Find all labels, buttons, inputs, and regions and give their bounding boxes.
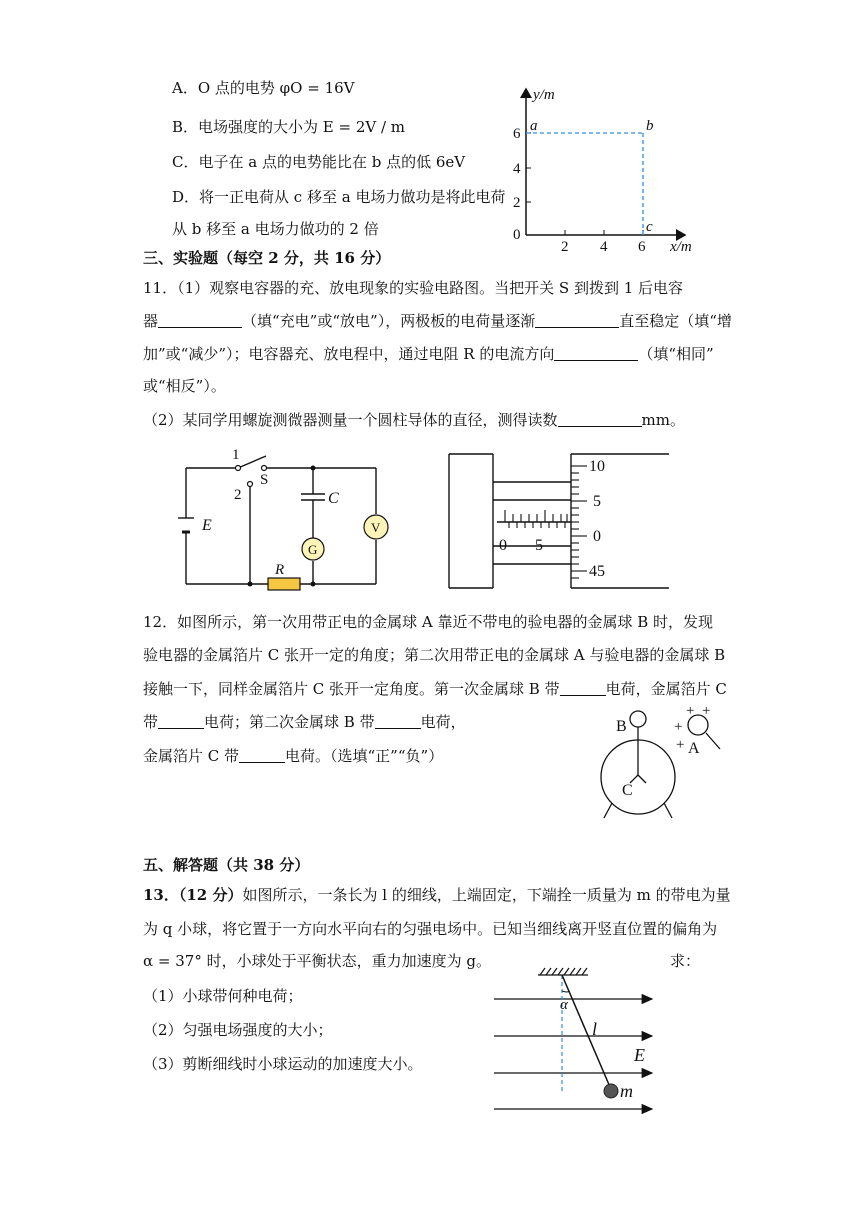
q12-blank-second-b[interactable] xyxy=(375,713,421,729)
q13-sub1: （1）小球带何种电荷； xyxy=(143,987,303,1005)
q11-blank-micrometer-reading[interactable] xyxy=(558,411,642,427)
circuit-label-r: R xyxy=(275,562,285,578)
graph-y-tick-label: 2 xyxy=(513,195,521,211)
q13-text: 如图所示，一条长为 l 的细线，上端固定，下端拴一质量为 m 的带电为量 xyxy=(242,886,731,904)
q11-blank-charge-mode[interactable] xyxy=(158,312,242,328)
q11-circuit-diagram xyxy=(180,448,390,598)
graph-x-tick-label: 6 xyxy=(638,239,646,255)
q13-line3-end: 求： xyxy=(670,952,701,970)
graph-origin-label: 0 xyxy=(513,227,521,243)
q10-option-a: A．O 点的电势 φO = 16V xyxy=(172,79,355,97)
q12-line2: 验电器的金属箔片 C 张开一定的角度；第二次用带正电的金属球 A 与验电器的金属球 B xyxy=(143,646,726,664)
q13-line3: α = 37° 时，小球处于平衡状态，重力加速度为 g。 xyxy=(143,952,491,970)
q13-pendulum-field-diagram xyxy=(492,965,662,1115)
graph-y-axis-label: y/m xyxy=(533,87,555,103)
graph-point-b-label: b xyxy=(646,118,654,134)
q11-part2 xyxy=(143,410,685,430)
label-e: E xyxy=(634,1045,645,1065)
q12-text: 电荷，金属箔片 C xyxy=(605,680,727,698)
q10-option-b: B．电场强度的大小为 E = 2V / m xyxy=(172,118,406,136)
q11-text: 器 xyxy=(143,312,159,330)
graph-x-tick-label: 4 xyxy=(600,239,608,255)
circuit-label-s: S xyxy=(260,472,269,488)
q11-text: （2）某同学用螺旋测微器测量一个圆柱导体的直径，测得读数 xyxy=(143,411,558,429)
section5-heading: 五、解答题（共 38 分） xyxy=(143,856,310,874)
q10-option-d: D．将一正电荷从 c 移至 a 电场力做功是将此电荷 xyxy=(172,188,506,206)
q12-text: 接触一下，同样金属箔片 C 张开一定角度。第一次金属球 B 带 xyxy=(143,680,560,698)
q12-text: 电荷， xyxy=(420,713,466,731)
label-l: l xyxy=(592,1019,598,1039)
q12-electroscope-diagram xyxy=(598,703,738,828)
section3-heading: 三、实验题（每空 2 分，共 16 分） xyxy=(143,249,391,267)
ceiling-mount xyxy=(538,968,588,975)
sleeve-label-5: 5 xyxy=(535,537,543,554)
resistor-symbol xyxy=(268,578,300,590)
metal-ball-b xyxy=(630,711,646,727)
q12-blank-second-c[interactable] xyxy=(239,747,285,763)
q11-part1-line2 xyxy=(143,311,732,331)
circuit-label-e: E xyxy=(202,517,212,534)
thimble-scale-ticks xyxy=(571,466,587,578)
thread xyxy=(562,975,610,1087)
q13-line1 xyxy=(143,885,731,905)
circuit-label-1: 1 xyxy=(232,447,240,463)
q12-blank-first-b[interactable] xyxy=(560,680,606,696)
thimble-label-0: 0 xyxy=(593,528,601,545)
plus-sign: + xyxy=(674,719,683,735)
graph-x-axis-label: x/m xyxy=(670,239,692,255)
label-b: B xyxy=(616,718,627,735)
q12-line1: 12．如图所示，第一次用带正电的金属球 A 靠近不带电的验电器的金属球 B 时，发现 xyxy=(143,613,714,631)
q10-coordinate-graph xyxy=(505,85,705,255)
thimble-label-10: 10 xyxy=(589,458,605,475)
q11-part1-line4: 或“相反”）。 xyxy=(143,377,226,395)
label-m: m xyxy=(620,1081,633,1101)
q12-text: 电荷；第二次金属球 B 带 xyxy=(204,713,375,731)
q11-text: （填“充电”或“放电”），两极板的电荷量逐渐 xyxy=(242,312,536,330)
graph-y-tick-label: 6 xyxy=(513,126,521,142)
q13-sub3: （3）剪断细线时小球运动的加速度大小。 xyxy=(143,1055,423,1073)
q12-text: 带 xyxy=(143,713,159,731)
thimble-label-45: 45 xyxy=(589,563,605,580)
plus-sign: + xyxy=(686,703,695,719)
q12-line5 xyxy=(143,746,443,766)
label-c: C xyxy=(622,782,633,799)
q11-text: （填“相同” xyxy=(638,345,714,363)
label-alpha: α xyxy=(560,997,568,1013)
q11-blank-charge-change[interactable] xyxy=(535,312,619,328)
angle-arc xyxy=(562,991,569,992)
q12-text: 电荷。（选填“正”“负”） xyxy=(285,747,444,765)
label-a: A xyxy=(688,740,700,757)
q11-text: mm。 xyxy=(641,411,685,429)
q12-line4 xyxy=(143,712,466,732)
q11-blank-current-direction[interactable] xyxy=(554,345,638,361)
q13-sub2: （2）匀强电场强度的大小； xyxy=(143,1021,333,1039)
q13-number: 13．（12 分） xyxy=(143,886,243,904)
thimble-label-5: 5 xyxy=(593,493,601,510)
graph-point-c-label: c xyxy=(646,219,653,235)
plus-sign: + xyxy=(702,703,711,719)
circuit-label-2: 2 xyxy=(234,487,242,503)
circuit-label-c: C xyxy=(328,490,339,507)
q11-part1-line3 xyxy=(143,344,714,364)
graph-x-ticks xyxy=(561,230,646,255)
q11-text: 加”或“减少”）；电容器充、放电程中，通过电阻 R 的电流方向 xyxy=(143,345,555,363)
q10-option-c: C．电子在 a 点的电势能比在 b 点的低 6eV xyxy=(172,153,466,171)
q12-blank-first-c[interactable] xyxy=(158,713,204,729)
q13-line2: 为 q 小球，将它置于一方向水平向右的匀强电场中。已知当细线离开竖直位置的偏角为 xyxy=(143,920,718,938)
q11-part1-line1: 11．（1）观察电容器的充、放电现象的实验电路图。当把开关 S 到拨到 1 后电容 xyxy=(143,279,684,297)
graph-y-tick-label: 4 xyxy=(513,161,521,177)
graph-x-tick-label: 2 xyxy=(561,239,569,255)
q11-text: 直至稳定（填“增 xyxy=(619,312,732,330)
q11-micrometer-diagram xyxy=(447,452,677,592)
sleeve-scale-ticks xyxy=(505,510,567,528)
q10-option-d-continued: 从 b 移至 a 电场力做功的 2 倍 xyxy=(172,220,379,238)
graph-point-a-label: a xyxy=(530,118,538,134)
meter-label-g: G xyxy=(308,542,318,557)
sleeve-label-0: 0 xyxy=(499,537,507,554)
graph-y-ticks xyxy=(513,126,531,211)
ball-m xyxy=(604,1084,618,1098)
q12-line3 xyxy=(143,679,727,699)
meter-label-v: V xyxy=(371,520,381,535)
plus-sign: + xyxy=(676,737,685,753)
q12-text: 金属箔片 C 带 xyxy=(143,747,240,765)
